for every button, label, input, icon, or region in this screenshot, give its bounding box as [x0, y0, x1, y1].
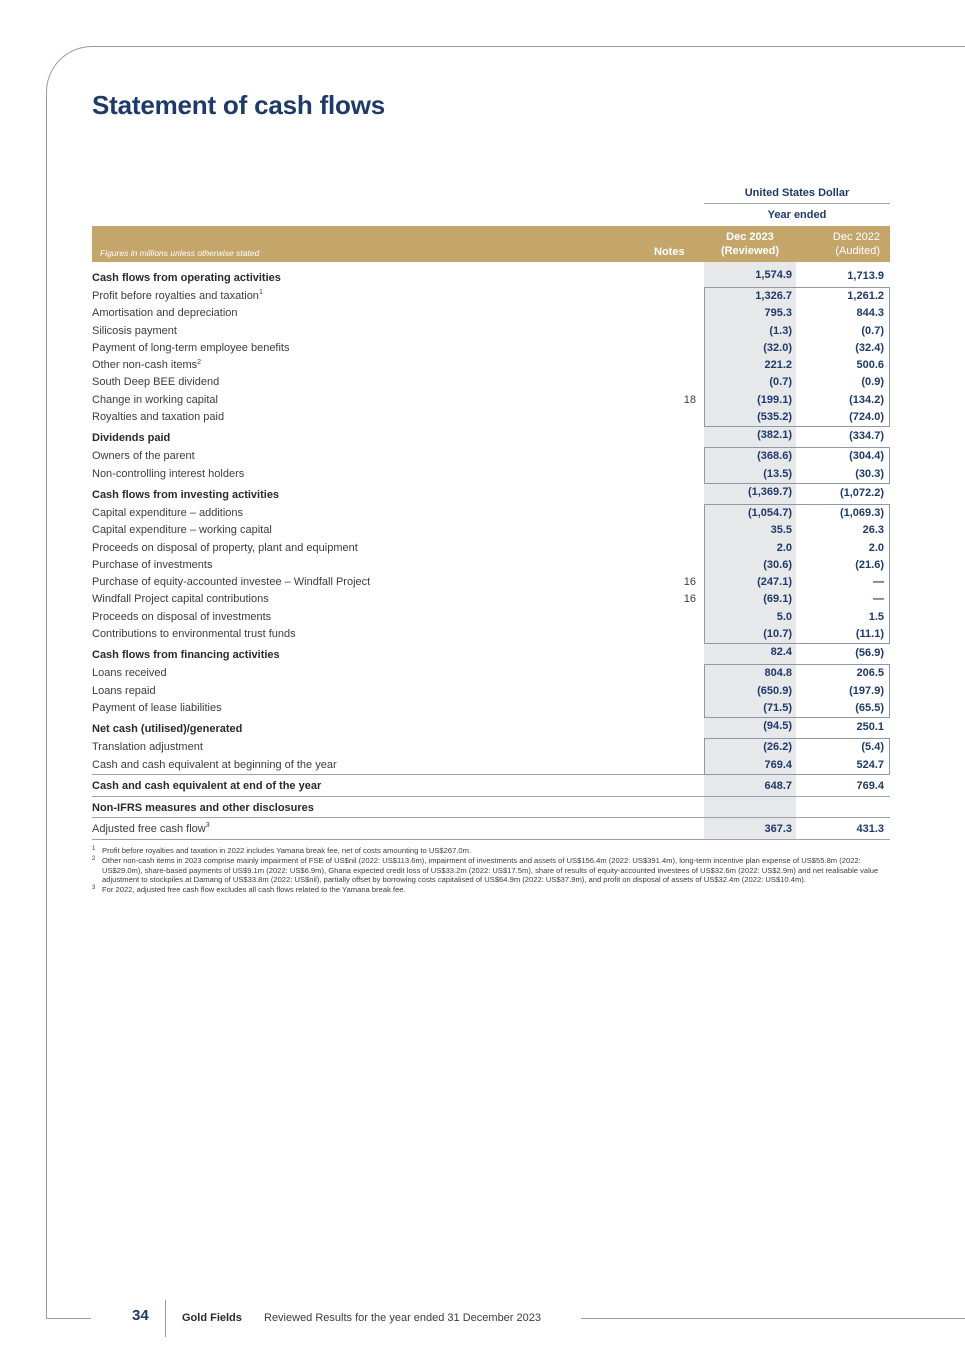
- row-label: South Deep BEE dividend: [92, 376, 220, 389]
- row-label: Owners of the parent: [92, 450, 195, 463]
- row-label: Contributions to environmental trust funds: [92, 628, 296, 641]
- value-2022: (304.4): [849, 450, 884, 463]
- table-row: [92, 357, 890, 374]
- row-label: Cash flows from financing activities: [92, 649, 280, 662]
- footnote-ref: 3: [205, 822, 210, 830]
- table-row: [92, 323, 890, 340]
- row-label: Cash and cash equivalent at beginning of the year: [92, 758, 337, 771]
- value-2023: (650.9): [757, 684, 792, 697]
- value-2022: 524.7: [856, 758, 884, 771]
- table-row: [92, 426, 890, 448]
- table-row: [92, 591, 890, 608]
- value-2023: (30.6): [763, 558, 792, 571]
- row-label: Royalties and taxation paid: [92, 411, 225, 424]
- notes-header: Notes: [654, 246, 685, 258]
- table-row: [92, 557, 890, 574]
- table-row: [92, 374, 890, 391]
- table-row: [92, 574, 890, 591]
- value-2023: (32.0): [763, 341, 792, 354]
- value-2022: 1.5: [868, 610, 884, 623]
- value-2022: (334.7): [849, 430, 884, 443]
- table-row: [92, 409, 890, 426]
- row-label: Change in working capital: [92, 393, 218, 406]
- report-title: Reviewed Results for the year ended 31 December 2023: [264, 1312, 541, 1324]
- row-label: Proceeds on disposal of investments: [92, 610, 272, 623]
- footnote-ref: 2: [197, 358, 202, 366]
- footnote-number: 1: [92, 846, 96, 852]
- footnote-number: 2: [92, 855, 96, 862]
- value-2022: (724.0): [849, 411, 884, 424]
- row-label: Loans received: [92, 667, 167, 680]
- value-2023: 2.0: [776, 541, 792, 554]
- row-label: Net cash (utilised)/generated: [92, 723, 243, 736]
- col-2023-header: Dec 2023 (Reviewed): [720, 231, 780, 257]
- footnote-number: 3: [92, 885, 96, 892]
- value-2022: 206.5: [856, 667, 884, 680]
- row-label: Amortisation and depreciation: [92, 307, 238, 320]
- table-body: [92, 266, 890, 840]
- value-2023: (10.7): [763, 628, 792, 641]
- footer-divider: [165, 1300, 166, 1337]
- row-label: Purchase of equity-accounted investee – Windfall Project: [92, 576, 371, 589]
- currency-header: United States Dollar: [704, 182, 890, 204]
- footnote-text: For 2022, adjusted free cash flow excludes all cash flows related to the Yamana break fee.: [102, 885, 406, 895]
- value-2023: (69.1): [763, 593, 792, 606]
- value-2023: (71.5): [763, 701, 792, 714]
- row-label: Payment of lease liabilities: [92, 701, 222, 714]
- period-header: Year ended: [767, 209, 827, 221]
- row-label: Windfall Project capital contributions: [92, 593, 269, 606]
- note-ref: 16: [683, 593, 696, 606]
- row-label: Translation adjustment: [92, 741, 203, 754]
- column-header-band: [92, 226, 890, 262]
- table-row: [92, 609, 890, 626]
- company-name: Gold Fields: [182, 1312, 242, 1324]
- value-2022: 250.1: [856, 721, 884, 734]
- table-row: [92, 288, 890, 305]
- value-2023: 795.3: [764, 307, 792, 320]
- value-2023: (1,054.7): [747, 506, 792, 519]
- table-row: [92, 448, 890, 465]
- table-row: [92, 266, 890, 288]
- row-label: Non-IFRS measures and other disclosures: [92, 801, 314, 814]
- footnote: [92, 846, 890, 856]
- value-2023: (94.5): [763, 720, 792, 733]
- value-2023: 804.8: [764, 667, 792, 680]
- note-ref: 18: [683, 393, 696, 406]
- value-2023: 5.0: [776, 610, 792, 623]
- value-2023: (1.3): [769, 324, 792, 337]
- row-label: Loans repaid: [92, 684, 156, 697]
- table-row: [92, 739, 890, 756]
- value-2022: (134.2): [849, 393, 884, 406]
- table-row: [92, 540, 890, 557]
- table-row: [92, 522, 890, 539]
- value-2023: 35.5: [770, 524, 792, 537]
- footnotes: [92, 846, 890, 895]
- table-row: [92, 466, 890, 483]
- value-2022: 431.3: [856, 822, 884, 835]
- value-2023: 648.7: [764, 779, 792, 792]
- table-row: [92, 340, 890, 357]
- value-2022: (5.4): [861, 741, 884, 754]
- figures-note: Figures in millions unless otherwise stated: [100, 248, 260, 258]
- value-2023: (13.5): [763, 467, 792, 480]
- page-number: 34: [132, 1307, 149, 1324]
- value-2022: (11.1): [855, 628, 884, 641]
- row-label: Profit before royalties and taxation$^1$: [92, 289, 263, 302]
- value-2023: 1,574.9: [755, 269, 792, 281]
- footnote: [92, 856, 890, 885]
- value-2023: (247.1): [757, 576, 792, 589]
- value-2022: (1,069.3): [839, 506, 884, 519]
- row-label: Adjusted free cash flow$^3$: [92, 822, 210, 835]
- value-2023: (382.1): [757, 429, 792, 442]
- table-row: [92, 392, 890, 409]
- value-2022: 26.3: [862, 524, 884, 537]
- value-2022: —: [873, 593, 884, 606]
- table-row: [92, 717, 890, 739]
- row-label: Proceeds on disposal of property, plant and equipment: [92, 541, 358, 554]
- value-2022: 1,713.9: [847, 270, 884, 282]
- value-2023: 367.3: [764, 822, 792, 835]
- frame-bottom-rule: [46, 1318, 91, 1319]
- table-row: [92, 665, 890, 682]
- value-2023: 221.2: [764, 359, 792, 372]
- col-2022-header: Dec 2022 (Audited): [832, 231, 880, 257]
- table-row: [92, 483, 890, 505]
- row-label: Cash and cash equivalent at end of the year: [92, 779, 322, 792]
- row-label: Cash flows from operating activities: [92, 272, 281, 284]
- row-label: Payment of long-term employee benefits: [92, 341, 290, 354]
- value-2022: (65.5): [855, 701, 884, 714]
- table-row: [92, 796, 890, 818]
- row-label: Dividends paid: [92, 432, 171, 445]
- value-2023: (0.7): [769, 376, 792, 389]
- row-label: Silicosis payment: [92, 324, 177, 337]
- note-ref: 16: [683, 576, 696, 589]
- table-row: [92, 818, 890, 840]
- footnote-ref: 1: [258, 289, 263, 297]
- value-2022: 844.3: [856, 307, 884, 320]
- value-2022: (0.9): [861, 376, 884, 389]
- table-row: [92, 626, 890, 643]
- value-2022: —: [873, 576, 884, 589]
- value-2022: (56.9): [855, 647, 884, 660]
- row-label: Capital expenditure – additions: [92, 506, 244, 519]
- value-2023: (368.6): [757, 450, 792, 463]
- row-label: Other non-cash items$^2$: [92, 358, 202, 372]
- row-label: Non-controlling interest holders: [92, 467, 245, 480]
- table-row: [92, 683, 890, 700]
- table-row: [92, 643, 890, 665]
- value-2023: (535.2): [757, 411, 792, 424]
- footnote: [92, 885, 890, 895]
- value-2022: (32.4): [855, 341, 884, 354]
- value-2023: 769.4: [764, 758, 792, 771]
- table-row: [92, 757, 890, 774]
- value-2023: (1,369.7): [747, 485, 792, 498]
- table-row: [92, 700, 890, 717]
- value-2022: 769.4: [856, 779, 884, 792]
- value-2023: 1,326.7: [755, 290, 792, 302]
- value-2022: (0.7): [861, 324, 884, 337]
- table-row: [92, 305, 890, 322]
- footnote-text: Profit before royalties and taxation in 2022 includes Yamana break fee, net of costs amounting to US$267.0m.: [102, 846, 472, 855]
- footnote-text: Other non-cash items in 2023 comprise mainly impairment of FSE of US$nil (2022: US$113.6m), impairment of investments and assets of US$156.4m (2022: US$391.4m), long-term incentive plan expense of US$55.8m (2022: US$29.0m), share-based payments of US$9.1m (2022: US$6.9m), Ghana expected credit loss of US$33.2m (2022: US$17.5m), share of results of equity-accounted investees of US$32.6m (2022: US$2.9m) and net realisable value adjustment to stockpiles at Damang of US$33.8m (2022: US$nil), partially offset by borrowing costs capitalised of US$64.9m (2022: US$37.9m), and profit on disposal of assets of US$32.4m (2022: US$10.4m).: [102, 855, 879, 885]
- value-2023: 82.4: [770, 646, 792, 659]
- value-2023: (26.2): [763, 741, 792, 754]
- value-2023: (199.1): [757, 393, 792, 406]
- value-2022: (21.6): [855, 558, 884, 571]
- value-2022: (30.3): [855, 467, 884, 480]
- row-label: Cash flows from investing activities: [92, 488, 280, 501]
- row-label: Purchase of investments: [92, 558, 213, 571]
- value-2022: (1,072.2): [839, 486, 884, 499]
- value-2022: 2.0: [868, 541, 884, 554]
- table-row: [92, 774, 890, 796]
- value-2022: 1,261.2: [847, 290, 884, 302]
- table-row: [92, 505, 890, 522]
- page-title: Statement of cash flows: [92, 90, 386, 120]
- value-2022: 500.6: [856, 359, 884, 372]
- row-label: Capital expenditure – working capital: [92, 524, 272, 537]
- footer-rule: [581, 1318, 965, 1319]
- value-2022: (197.9): [849, 684, 884, 697]
